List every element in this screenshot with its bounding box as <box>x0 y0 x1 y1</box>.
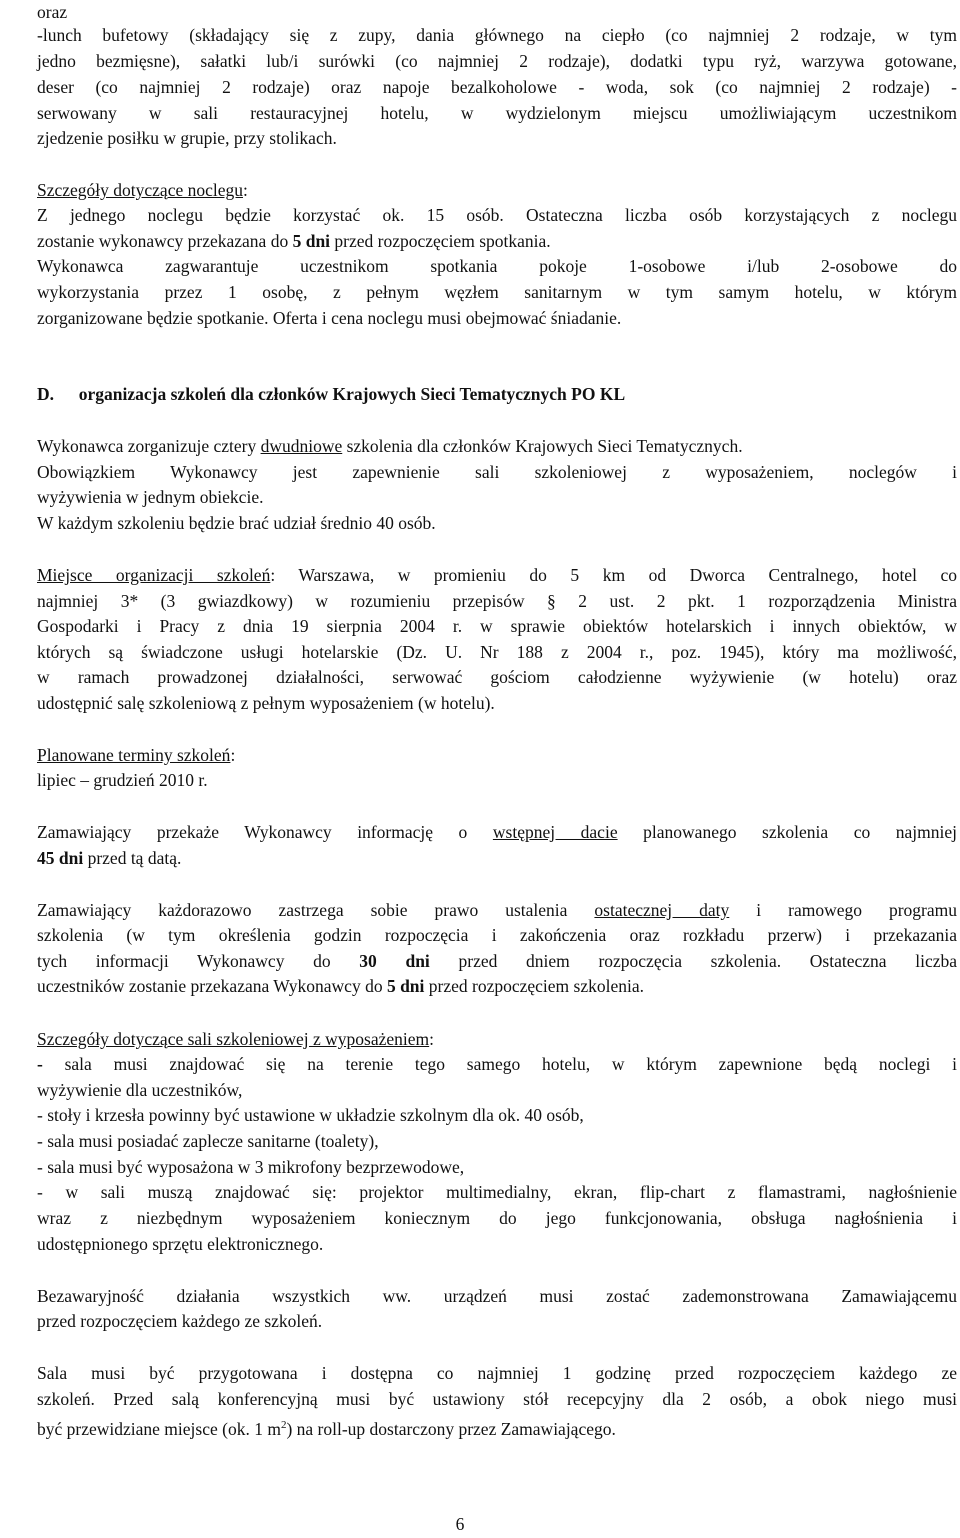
text-segment: 45 dni <box>37 848 84 868</box>
text-line <box>37 846 957 870</box>
text-segment: ostatecznej daty <box>594 900 730 920</box>
section-heading-text: organizacja szkoleń dla członków Krajowych Sieci Tematycznych PO KL <box>78 384 626 404</box>
text-line: jedno bezmięsne), sałatki lub/i surówki (co najmniej 2 rodzaje), dodatki typu ryż, warzywa gotowane, <box>37 51 957 71</box>
text-segment: planowanego szkolenia co najmniej <box>617 822 958 842</box>
text-segment: : <box>429 1029 435 1049</box>
text-line: szkoleń. Przed salą konferencyjną musi być ustawiony stół recepcyjny dla 2 osób, a obok niego musi <box>37 1389 957 1409</box>
text-line <box>37 1027 957 1051</box>
text-line <box>37 1052 957 1076</box>
text-line: wyżywienia w jednym obiekcie. <box>37 487 264 507</box>
text-segment: Szczegóły dotyczące sali szkoleniowej z wyposażeniem <box>37 1029 430 1049</box>
section-heading-label: D. <box>37 384 55 404</box>
text-segment: : <box>230 745 236 765</box>
text-line: -lunch bufetowy (składający się z zupy, dania głównego na ciepło (co najmniej 2 rodzaje, w tym <box>37 25 957 45</box>
text-line: szkolenia (w tym określenia godzin rozpoczęcia i zakończenia oraz rozkładu przerw) i przekazania <box>37 925 957 945</box>
text-segment: i ramowego programu <box>729 900 957 920</box>
page-number: 6 <box>455 1514 465 1534</box>
text-line <box>37 974 957 998</box>
text-line: Bezawaryjność działania wszystkich ww. urządzeń musi zostać zademonstrowana Zamawiającemu <box>37 1286 957 1306</box>
text-segment: 2 <box>280 1419 287 1431</box>
text-segment: 5 dni <box>292 231 331 251</box>
text-line: - sala musi posiadać zaplecze sanitarne (toalety), <box>37 1131 379 1151</box>
text-line: przed rozpoczęciem każdego ze szkoleń. <box>37 1311 323 1331</box>
text-line: lipiec – grudzień 2010 r. <box>37 770 208 790</box>
text-segment: Planowane terminy szkoleń <box>37 745 231 765</box>
text-line: Gospodarki i Pracy z dnia 19 sierpnia 2004 r. w sprawie obiektów hotelarskich i innych obiektów, w <box>37 616 957 636</box>
text-line: serwowany w sali restauracyjnej hotelu, w wydzielonym miejscu umożliwiającym uczestnikom <box>37 103 957 123</box>
text-segment: 5 dni <box>386 976 425 996</box>
text-segment: przed tą datą. <box>83 848 182 868</box>
text-segment: : Warszawa, w promieniu do 5 km od Dworca Centralnego, hotel co <box>270 565 957 585</box>
text-line: Wykonawca zagwarantuje uczestnikom spotkania pokoje 1-osobowe i/lub 2-osobowe do <box>37 256 957 276</box>
text-line: wraz z niezbędnym wyposażeniem koniecznym do jego funkcjonowania, obsługa nagłośnienia i <box>37 1208 957 1228</box>
text-line: Obowiązkiem Wykonawcy jest zapewnienie sali szkoleniowej z wyposażeniem, noclegów i <box>37 462 957 482</box>
text-line: Sala musi być przygotowana i dostępna co najmniej 1 godzinę przed rozpoczęciem każdego ze <box>37 1363 957 1383</box>
text-segment: 30 dni <box>359 951 430 971</box>
text-line <box>37 820 957 844</box>
text-line <box>37 1413 957 1437</box>
text-line: zjedzenie posiłku w grupie, przy stolikach. <box>37 128 337 148</box>
text-line: deser (co najmniej 2 rodzaje) oraz napoje bezalkoholowe - woda, sok (co najmniej 2 rodzaje) - <box>37 77 957 97</box>
text-line: oraz <box>37 2 68 22</box>
text-line: Z jednego noclegu będzie korzystać ok. 15 osób. Ostateczna liczba osób korzystających z noclegu <box>37 205 957 225</box>
text-line: udostępnionego sprzętu elektronicznego. <box>37 1234 324 1254</box>
text-segment: Zamawiający przekaże Wykonawcy informację o <box>37 822 493 842</box>
text-line: W każdym szkoleniu będzie brać udział średnio 40 osób. <box>37 513 436 533</box>
text-segment: Szczegóły dotyczące noclegu <box>37 180 244 200</box>
text-segment: Wykonawca zorganizuje cztery <box>37 436 261 456</box>
text-line <box>37 178 957 202</box>
text-line: - sala musi być wyposażona w 3 mikrofony bezprzewodowe, <box>37 1157 465 1177</box>
text-segment: wstępnej dacie <box>492 822 618 842</box>
text-segment: sala musi znajdować się na terenie tego samego hotelu, w którym zapewnione będą noclegi i <box>42 1054 957 1074</box>
text-segment: tych informacji Wykonawcy do <box>37 951 360 971</box>
text-segment: być przewidziane miejsce (ok. 1 m <box>37 1418 281 1439</box>
text-line <box>37 563 957 587</box>
text-line <box>37 949 957 973</box>
text-line <box>37 434 957 458</box>
text-segment: uczestników zostanie przekazana Wykonawcy do <box>37 976 387 996</box>
text-segment: dwudniowe <box>260 436 343 456</box>
text-line: udostępnić salę szkoleniową z pełnym wyposażeniem (w hotelu). <box>37 693 495 713</box>
text-segment: szkolenia dla członków Krajowych Sieci Tematycznych. <box>342 436 743 456</box>
text-line <box>37 229 957 253</box>
text-segment: Zamawiający każdorazowo zastrzega sobie prawo ustalenia <box>37 900 595 920</box>
text-line: zorganizowane będzie spotkanie. Oferta i cena noclegu musi obejmować śniadanie. <box>37 308 622 328</box>
text-line: najmniej 3* (3 gwiazdkowy) w rozumieniu przepisów § 2 ust. 2 pkt. 1 rozporządzenia Ministra <box>37 591 957 611</box>
text-line <box>37 898 957 922</box>
text-segment: - <box>37 1054 43 1074</box>
text-line: wyżywienie dla uczestników, <box>37 1080 243 1100</box>
text-segment: ) na roll-up dostarczony przez Zamawiającego. <box>286 1418 616 1439</box>
text-segment: przed rozpoczęciem spotkania. <box>330 231 551 251</box>
text-line: - stoły i krzesła powinny być ustawione w układzie szkolnym dla ok. 40 osób, <box>37 1105 584 1125</box>
text-line: - w sali muszą znajdować się: projektor multimedialny, ekran, flip-chart z flamastrami, nagłośnienie <box>37 1182 957 1202</box>
text-segment: : <box>243 180 248 200</box>
text-line: w ramach prowadzonej działalności, serwować gościom całodzienne wyżywienie (w hotelu) oraz <box>37 667 957 687</box>
text-segment: Miejsce organizacji szkoleń <box>37 565 271 585</box>
text-line: których są świadczone usługi hotelarskie (Dz. U. Nr 188 z 2004 r., poz. 1945), który ma możliwość, <box>37 642 957 662</box>
text-segment: przed dniem rozpoczęcia szkolenia. Ostateczna liczba <box>429 951 958 971</box>
text-line: wykorzystania przez 1 osobę, z pełnym węzłem sanitarnym w tym samym hotelu, w którym <box>37 282 957 302</box>
section-heading <box>37 382 957 406</box>
text-segment: przed rozpoczęciem szkolenia. <box>424 976 645 996</box>
text-segment: zostanie wykonawcy przekazana do <box>37 231 293 251</box>
text-line <box>37 743 957 767</box>
